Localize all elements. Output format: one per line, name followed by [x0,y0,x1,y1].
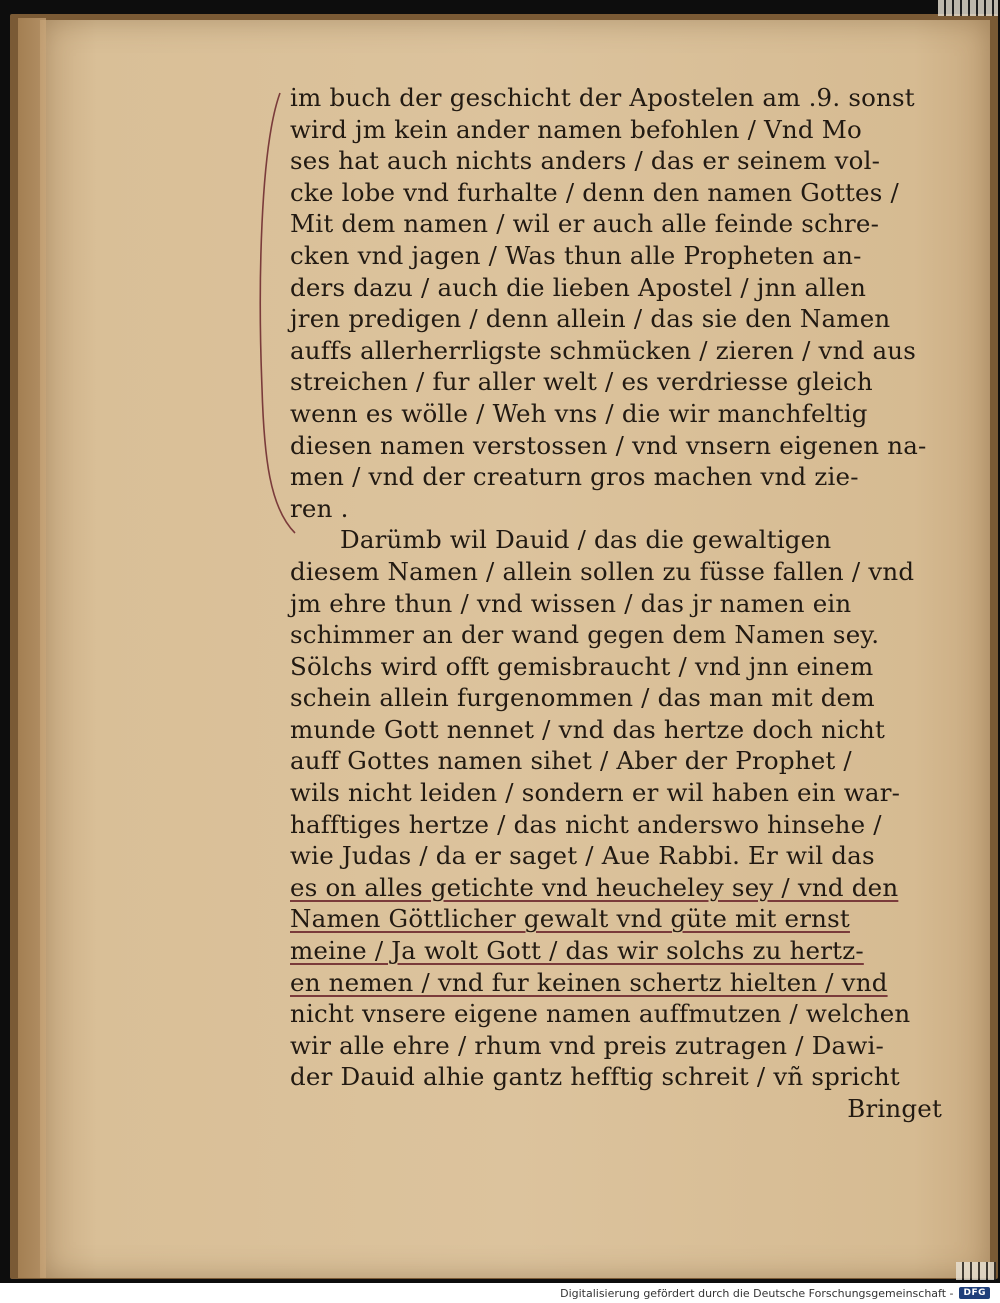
footer-credit: Digitalisierung gefördert durch die Deutsche Forschungsgemeinschaft - [560,1286,954,1300]
text-line: ders dazu / auch die lieben Apostel / jnn allen [290,272,867,302]
underlined-text-line: en nemen / vnd fur keinen schertz hielten / vnd [290,967,888,997]
text-line: schimmer an der wand gegen dem Namen sey. [290,620,880,650]
text-line: diesem Namen / allein sollen zu füsse fallen / vnd [290,556,915,586]
text-line: wils nicht leiden / sondern er wil haben ein war- [290,778,901,808]
text-line: ses hat auch nichts anders / das er seinem vol- [290,146,881,176]
text-line: jm ehre thun / vnd wissen / das jr namen ein [290,588,852,618]
text-line: Sölchs wird offt gemisbraucht / vnd jnn einem [290,651,874,681]
text-line: im buch der geschicht der Apostelen am .9. sonst [290,83,915,112]
underlined-text-line: es on alles getichte vnd heucheley sey / vnd den [290,872,899,902]
dfg-logo: DFG [959,1287,990,1299]
text-line: streichen / fur aller welt / es verdriesse gleich [290,367,873,397]
page-edge [18,18,46,1278]
text-line: cke lobe vnd furhalte / denn den namen Gottes / [290,177,899,207]
text-line: schein allein furgenommen / das man mit dem [290,683,875,713]
text-line: jren predigen / denn allein / das sie den Namen [290,304,891,334]
text-line: cken vnd jagen / Was thun alle Propheten an- [290,240,862,270]
text-line: Mit dem namen / wil er auch alle feinde schre- [290,209,880,239]
ruler-tab-top [938,0,998,16]
text-line: diesen namen verstossen / vnd vnsern eigenen na- [290,430,927,460]
text-line: auff Gottes namen sihet / Aber der Prophet / [290,746,852,776]
text-line: wenn es wölle / Weh vns / die wir manchfeltig [290,398,868,428]
text-line: wie Judas / da er saget / Aue Rabbi. Er wil das [290,841,875,871]
text-line: men / vnd der creaturn gros machen vnd zie- [290,462,859,492]
text-line: ren . [290,493,349,523]
underlined-text-line: meine / Ja wolt Gott / das wir solchs zu hertz- [290,936,864,966]
text-line: wir alle ehre / rhum vnd preis zutragen / Dawi- [290,1030,885,1060]
page-text [290,82,960,1125]
text-line: Darümb wil Dauid / das die gewaltigen [340,525,832,555]
underlined-text-line: Namen Göttlicher gewalt vnd güte mit ernst [290,904,850,934]
ruler-tab-bottom [956,1262,996,1280]
text-line: hafftiges hertze / das nicht anderswo hinsehe / [290,809,882,839]
text-line: wird jm kein ander namen befohlen / Vnd Mo [290,114,863,144]
text-line: munde Gott nennet / vnd das hertze doch nicht [290,714,886,744]
digitization-footer [0,1283,1000,1303]
catchword: Bringet [847,1094,942,1123]
text-line: auffs allerherrligste schmücken / zieren / vnd aus [290,335,917,365]
text-line: nicht vnsere eigene namen auffmutzen / welchen [290,999,911,1029]
text-line: der Dauid alhie gantz hefftig schreit / vñ spricht [290,1062,900,1092]
